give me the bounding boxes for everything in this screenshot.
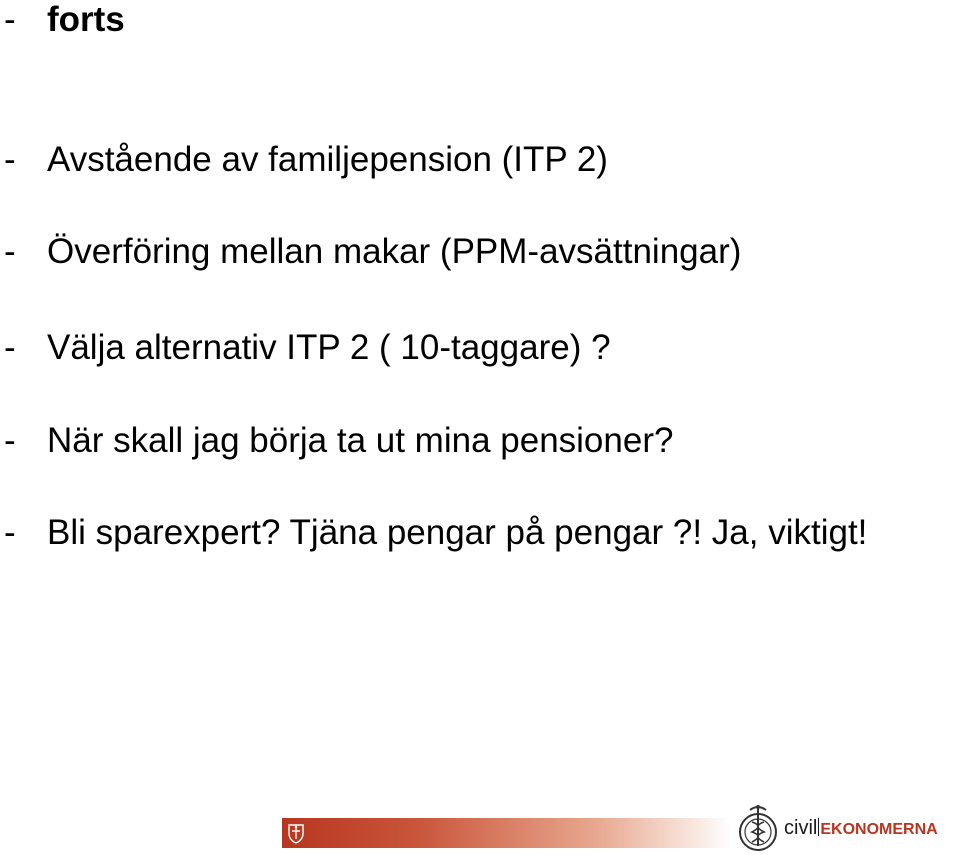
bullet-dash: - xyxy=(4,140,16,179)
bullet-text: Bli sparexpert? Tjäna pengar på pengar ?! Ja, viktigt! xyxy=(47,513,868,552)
bullet-text: När skall jag börja ta ut mina pensioner? xyxy=(47,421,674,460)
bullet-text: Avstående av familjepension (ITP 2) xyxy=(47,140,608,179)
brand-logo xyxy=(784,816,938,842)
bullet-text: Välja alternativ ITP 2 ( 10-taggare) ? xyxy=(47,328,611,367)
footer-gradient-bar xyxy=(282,818,732,848)
bullet-dash: - xyxy=(4,421,16,460)
caduceus-seal-icon xyxy=(738,802,778,852)
bullet-text: forts xyxy=(47,0,125,39)
brand-ekonomerna: EKONOMERNA xyxy=(820,821,938,838)
crest-icon xyxy=(287,822,305,844)
bullet-dash: - xyxy=(4,513,16,552)
footer xyxy=(0,796,959,855)
bullet-dash: - xyxy=(4,232,16,271)
brand-civil: civil xyxy=(784,817,818,839)
bullet-dash: - xyxy=(4,328,16,367)
bullet-dash: - xyxy=(4,0,16,39)
bullet-text: Överföring mellan makar (PPM-avsättningar) xyxy=(47,232,742,271)
